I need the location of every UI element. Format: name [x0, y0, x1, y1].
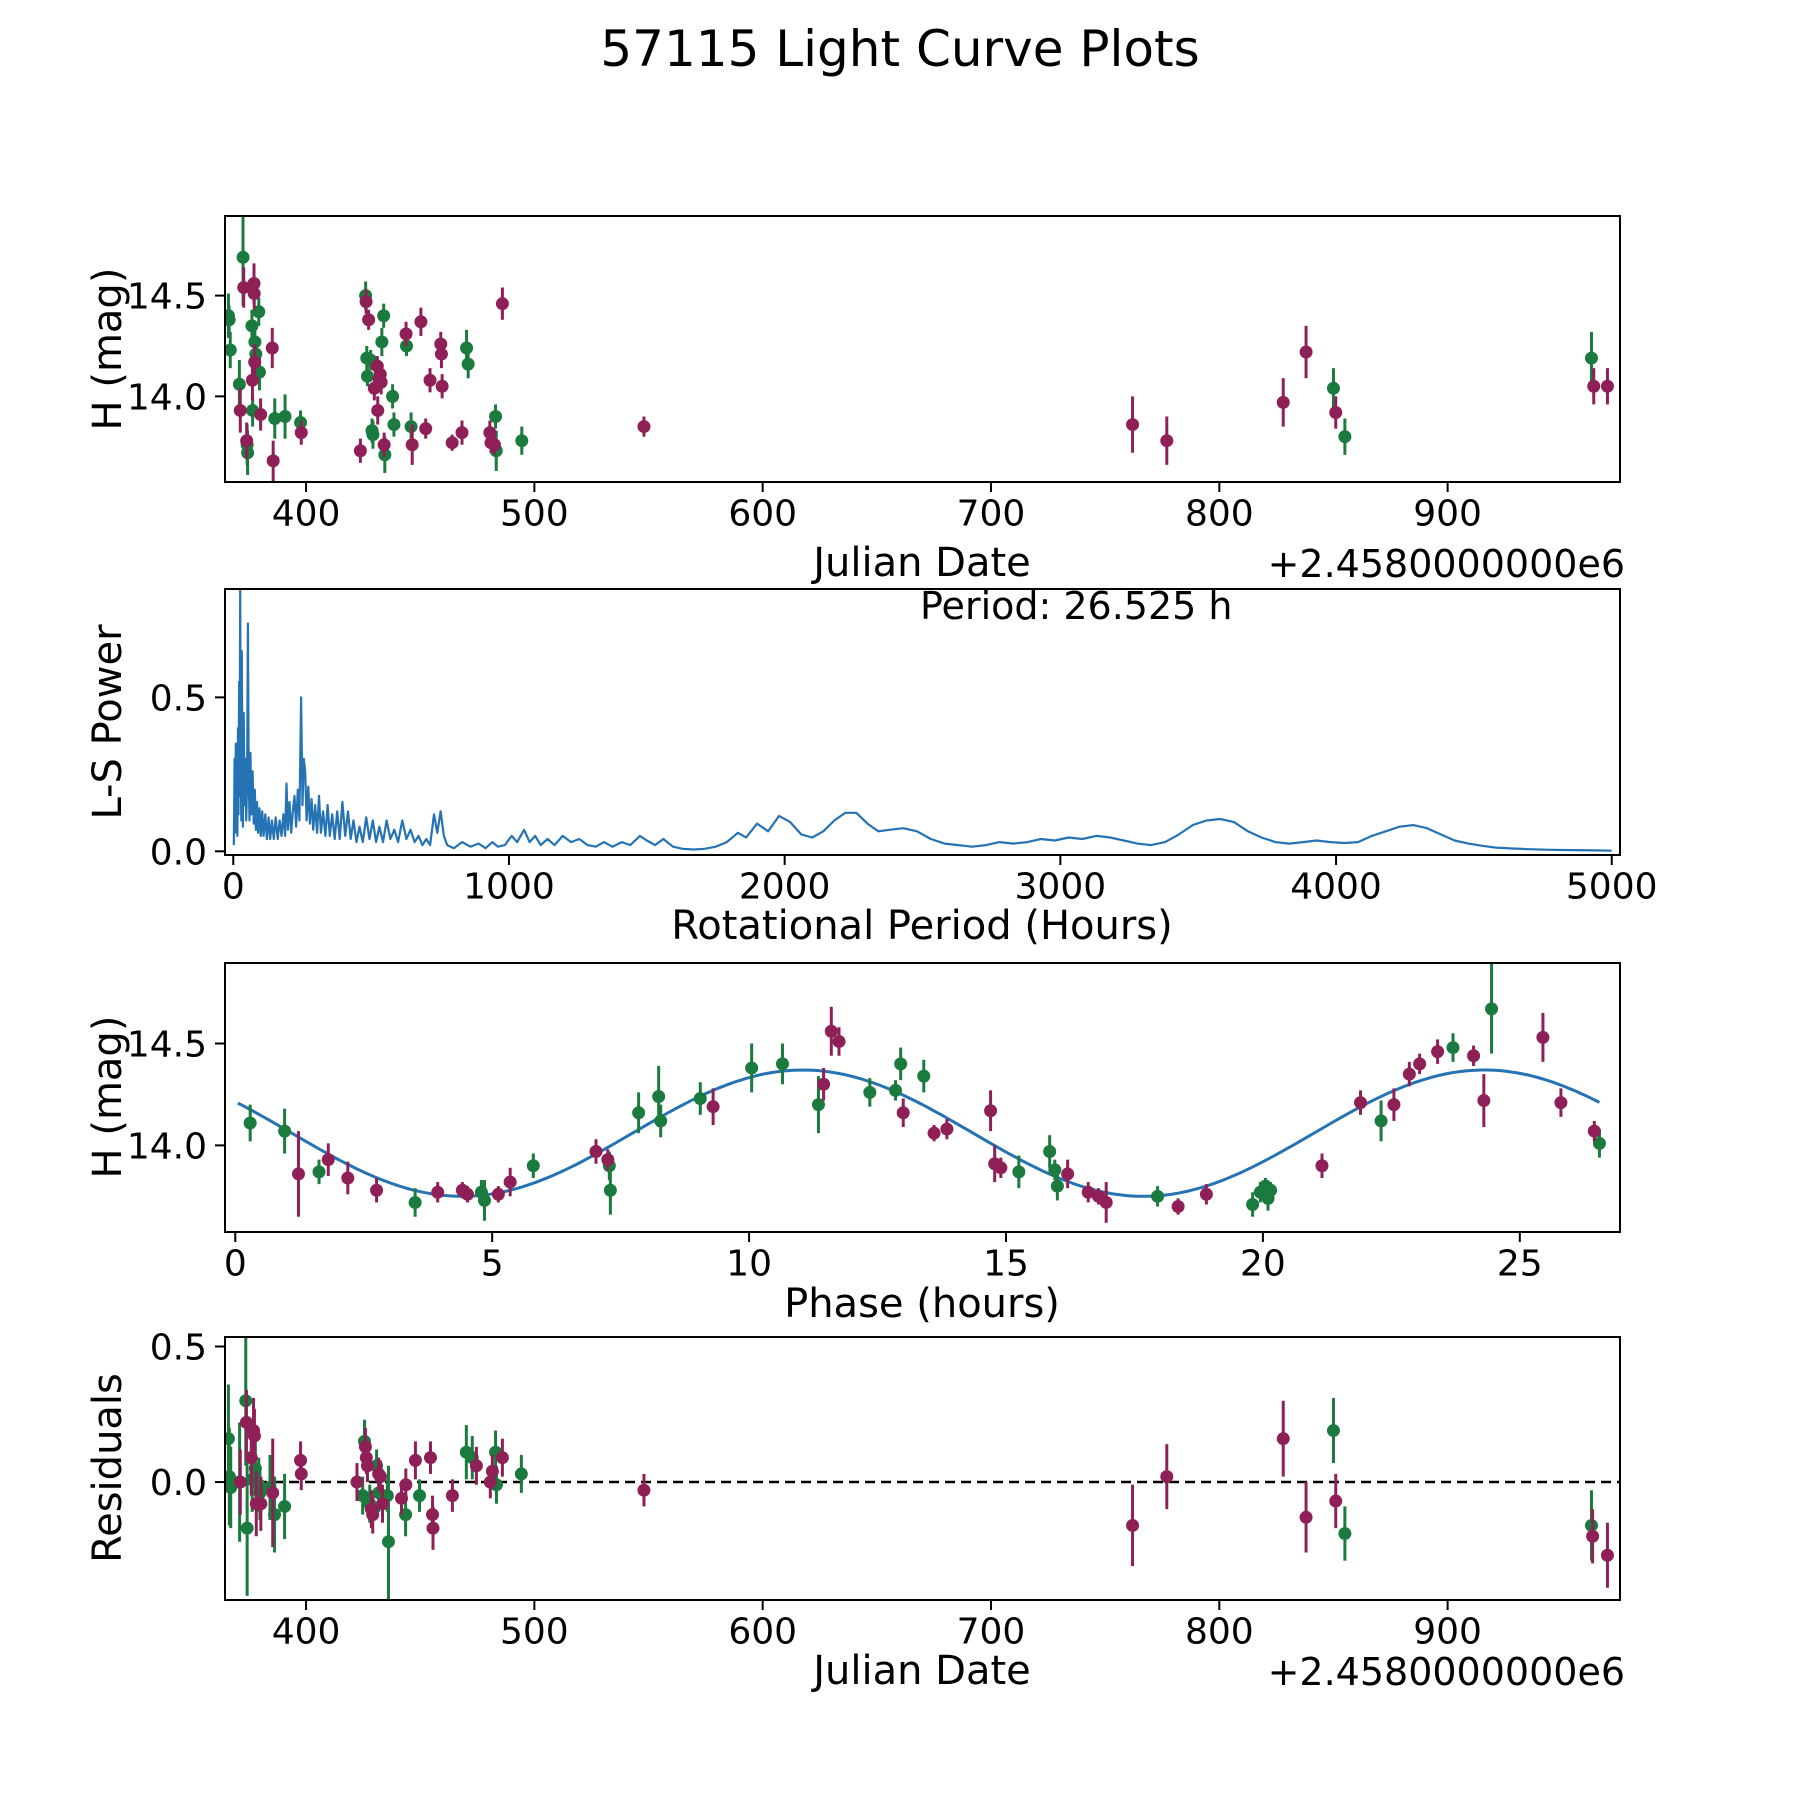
x-tick-label: 600 [728, 1611, 798, 1653]
data-point [461, 1188, 474, 1201]
data-point [1485, 1002, 1498, 1015]
data-point [1264, 1184, 1277, 1197]
x-tick-label: 800 [1184, 1611, 1254, 1653]
residuals-series-purple [234, 1390, 1614, 1588]
residuals-axis-offset-text: +2.4580000000e6 [1267, 1650, 1625, 1694]
data-point [244, 1116, 257, 1129]
data-point [652, 1090, 665, 1103]
data-point [1329, 1495, 1342, 1508]
x-tick-label: 0 [221, 866, 245, 908]
data-point [460, 341, 473, 354]
data-point [1413, 1057, 1426, 1070]
data-point [486, 1465, 499, 1478]
data-point [1338, 430, 1351, 443]
data-point [632, 1106, 645, 1119]
data-point [776, 1057, 789, 1070]
data-point [601, 1153, 614, 1166]
data-point [354, 444, 367, 457]
data-point [488, 438, 501, 451]
data-point [1246, 1198, 1259, 1211]
lightcurve-series-purple [234, 263, 1614, 481]
data-point [637, 420, 650, 433]
x-tick-label: 400 [271, 493, 341, 535]
x-tick-label: 1000 [463, 866, 555, 908]
x-tick-label: 10 [726, 1243, 772, 1285]
data-point [446, 436, 459, 449]
data-point [589, 1145, 602, 1158]
data-point [1329, 406, 1342, 419]
data-point [266, 341, 279, 354]
data-point [1160, 1470, 1173, 1483]
lightcurve-axis-offset-text: +2.4580000000e6 [1267, 542, 1625, 586]
periodogram-data-area [234, 590, 1612, 851]
data-point [492, 1188, 505, 1201]
y-tick-label: 0.5 [149, 678, 207, 720]
x-tick-label: 800 [1184, 493, 1254, 535]
data-point [409, 1454, 422, 1467]
data-point [484, 1476, 497, 1489]
data-point [1554, 1096, 1567, 1109]
data-point [694, 1092, 707, 1105]
data-point [1277, 1432, 1290, 1445]
data-point [1300, 346, 1313, 359]
data-point [1277, 396, 1290, 409]
data-point [377, 309, 390, 322]
x-tick-label: 700 [956, 493, 1026, 535]
data-point [1315, 1159, 1328, 1172]
data-point [604, 1184, 617, 1197]
data-point [1048, 1163, 1061, 1176]
lightcurve-x-axis-label: Julian Date [813, 540, 1031, 586]
data-point [245, 319, 258, 332]
data-point [994, 1161, 1007, 1174]
data-point [462, 358, 475, 371]
figure-title: 57115 Light Curve Plots [600, 20, 1200, 78]
data-point [419, 422, 432, 435]
data-point [1467, 1049, 1480, 1062]
y-tick-label: 14.0 [126, 377, 207, 419]
y-tick-label: 0.5 [149, 1327, 207, 1369]
lightcurve-data-area [222, 209, 1614, 481]
data-point [313, 1165, 326, 1178]
data-point [268, 1508, 281, 1521]
data-point [1200, 1188, 1213, 1201]
residuals-x-axis-label: Julian Date [813, 1648, 1031, 1694]
data-point [515, 434, 528, 447]
data-point [370, 1184, 383, 1197]
data-point [295, 1467, 308, 1480]
data-point [409, 1196, 422, 1209]
x-tick-label: 500 [500, 1611, 569, 1653]
data-point [387, 418, 400, 431]
residuals-axes-frame [225, 1337, 1620, 1600]
data-point [366, 1508, 379, 1521]
x-tick-label: 700 [956, 1611, 1026, 1653]
data-point [478, 1194, 491, 1207]
data-point [1043, 1145, 1056, 1158]
phase-series-green [244, 964, 1606, 1221]
periodogram-x-axis-label: Rotational Period (Hours) [671, 903, 1173, 949]
data-point [833, 1035, 846, 1048]
x-tick-label: 900 [1413, 493, 1482, 535]
x-tick-label: 20 [1239, 1243, 1286, 1285]
data-point [424, 1451, 437, 1464]
data-point [928, 1127, 941, 1140]
data-point [360, 295, 373, 308]
data-point [707, 1100, 720, 1113]
data-point [376, 1497, 389, 1510]
data-point [1601, 380, 1614, 393]
data-point [1327, 1424, 1340, 1437]
data-point [350, 1476, 363, 1489]
data-point [414, 315, 427, 328]
data-point [1126, 418, 1139, 431]
data-point [1172, 1200, 1185, 1213]
data-point [426, 1522, 439, 1535]
data-point [940, 1123, 953, 1136]
data-point [515, 1467, 528, 1480]
data-point [984, 1104, 997, 1117]
data-point [386, 390, 399, 403]
y-tick-label: 14.0 [126, 1126, 207, 1168]
residuals-series-green [222, 1336, 1598, 1618]
data-point [266, 1486, 279, 1499]
lightcurve-axes-frame [225, 216, 1620, 482]
data-point [654, 1114, 667, 1127]
data-point [894, 1057, 907, 1070]
data-point [1300, 1511, 1313, 1524]
data-point [1375, 1114, 1388, 1127]
data-point [1151, 1190, 1164, 1203]
data-point [1126, 1519, 1139, 1532]
data-point [267, 454, 280, 467]
data-point [246, 374, 259, 387]
data-point [917, 1070, 930, 1083]
data-point [248, 356, 261, 369]
residuals-data-area [222, 1336, 1620, 1618]
data-point [897, 1106, 910, 1119]
phase-y-axis-label: H (mag) [85, 1015, 131, 1179]
data-point [375, 376, 388, 389]
data-point [1327, 382, 1340, 395]
x-tick-label: 4000 [1290, 866, 1382, 908]
data-point [378, 438, 391, 451]
data-point [637, 1484, 650, 1497]
power-spectrum-line [234, 590, 1612, 851]
data-point [295, 426, 308, 439]
data-point [436, 380, 449, 393]
data-point [234, 1476, 247, 1489]
data-point [1477, 1094, 1490, 1107]
y-tick-label: 0.0 [149, 832, 207, 874]
data-point [413, 1489, 426, 1502]
data-point [1051, 1180, 1064, 1193]
data-point [399, 1478, 412, 1491]
data-point [1601, 1549, 1614, 1562]
data-point [366, 428, 379, 441]
data-point [254, 1497, 267, 1510]
data-point [240, 434, 253, 447]
x-tick-label: 5000 [1565, 866, 1658, 908]
data-point [455, 426, 468, 439]
x-tick-label: 25 [1496, 1243, 1543, 1285]
data-point [745, 1061, 758, 1074]
data-point [1447, 1041, 1460, 1054]
subplot-residuals [150, 1327, 1620, 1652]
x-tick-label: 0 [223, 1243, 247, 1285]
phase-x-axis-label: Phase (hours) [784, 1281, 1060, 1327]
data-point [446, 1489, 459, 1502]
data-point [470, 1459, 483, 1472]
data-point [234, 404, 247, 417]
data-point [496, 297, 509, 310]
data-point [1338, 1527, 1351, 1540]
data-point [371, 404, 384, 417]
data-point [362, 313, 375, 326]
x-tick-label: 5 [480, 1243, 504, 1285]
data-point [1100, 1196, 1113, 1209]
data-point [361, 370, 374, 383]
y-tick-label: 0.0 [149, 1463, 207, 1505]
data-point [1586, 1530, 1599, 1543]
data-point [292, 1167, 305, 1180]
data-point [400, 327, 413, 340]
x-tick-label: 900 [1413, 1611, 1482, 1653]
data-point [496, 1451, 509, 1464]
data-point [1012, 1165, 1025, 1178]
data-point [527, 1159, 540, 1172]
data-point [374, 1470, 387, 1483]
data-point [1403, 1068, 1416, 1081]
data-point [1585, 352, 1598, 365]
data-point [237, 251, 250, 264]
data-point [889, 1084, 902, 1097]
x-tick-label: 3000 [1014, 866, 1107, 908]
periodogram-y-axis-label: L-S Power [85, 624, 131, 820]
data-point [279, 410, 292, 423]
data-point [504, 1176, 517, 1189]
data-point [278, 1125, 291, 1138]
data-point [254, 408, 267, 421]
data-point [375, 335, 388, 348]
x-tick-label: 400 [271, 1611, 341, 1653]
data-point [431, 1186, 444, 1199]
x-tick-label: 2000 [738, 866, 831, 908]
x-tick-label: 500 [500, 493, 569, 535]
y-tick-label: 14.5 [126, 1024, 207, 1066]
data-point [1587, 380, 1600, 393]
data-point [424, 374, 437, 387]
residuals-y-axis-label: Residuals [85, 1373, 131, 1563]
data-point [341, 1171, 354, 1184]
data-point [1160, 434, 1173, 447]
data-point [863, 1086, 876, 1099]
period-annotation: Period: 26.525 h [920, 584, 1233, 628]
phase-data-area [238, 964, 1606, 1223]
x-tick-label: 15 [983, 1243, 1029, 1285]
lightcurve-y-axis-label: H (mag) [85, 267, 131, 431]
data-point [1354, 1096, 1367, 1109]
data-point [361, 1459, 374, 1472]
data-point [1061, 1167, 1074, 1180]
data-point [435, 348, 448, 361]
data-point [248, 1429, 261, 1442]
lightcurve-series-green [222, 209, 1598, 475]
data-point [382, 1535, 395, 1548]
subplot-periodogram [150, 589, 1658, 908]
subplot-lightcurve [127, 209, 1620, 535]
data-point [406, 438, 419, 451]
data-point [1387, 1098, 1400, 1111]
data-point [1536, 1031, 1549, 1044]
data-point [1588, 1125, 1601, 1138]
phase-series-purple [292, 1007, 1601, 1223]
data-point [278, 1500, 291, 1513]
x-tick-label: 600 [728, 493, 798, 535]
data-point [241, 1522, 254, 1535]
data-point [248, 287, 261, 300]
data-point [817, 1078, 830, 1091]
y-tick-label: 14.5 [126, 276, 207, 318]
data-point [1431, 1045, 1444, 1058]
subplot-phase [127, 963, 1620, 1285]
data-point [322, 1153, 335, 1166]
